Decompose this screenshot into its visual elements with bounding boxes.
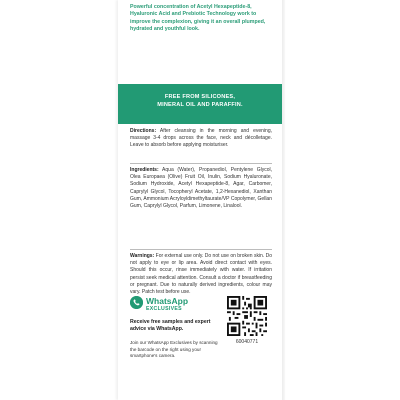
intro-text: Powerful concentration of Acetyl Hexapeptide-8, Hyaluronic Acid and Prebiotic Technology work to improve the complexion, giving it an overall plumped, hydrated and youthful look. xyxy=(130,4,266,33)
barcode-number: 60040771 xyxy=(235,339,259,345)
qr-code-icon xyxy=(227,296,267,336)
free-from-line-1: FREE FROM SILICONES, xyxy=(164,94,236,100)
warnings-section xyxy=(130,253,272,296)
warnings-text: For external use only. Do not use on broken skin. Do not apply to eye or lip area. Avoid direct contact with eyes. Should this occur, rinse immediately with water. If irritation persist seek medical attention. Consult a doctor if breastfeeding or pregnant. Due to naturally derived ingredients, colour may vary. Patch test before use. xyxy=(130,253,273,296)
warnings-label: Warnings: xyxy=(130,253,155,259)
divider xyxy=(130,163,272,164)
whatsapp-subtitle: EXCLUSIVES xyxy=(146,306,182,312)
ingredients-label: Ingredients: xyxy=(130,167,159,173)
whatsapp-section xyxy=(130,296,272,396)
whatsapp-instructions: Join our WhatsApp Exclusives by scanning the barcode on the right using your smartphone's camera. xyxy=(130,340,218,359)
product-box-panel xyxy=(118,0,282,400)
directions-label: Directions: xyxy=(130,128,157,134)
phone-icon xyxy=(130,296,143,309)
directions-section xyxy=(130,128,272,150)
intro-section xyxy=(118,0,282,79)
ingredients-section xyxy=(130,167,272,210)
whatsapp-icon xyxy=(130,296,143,309)
free-from-text xyxy=(118,93,282,109)
divider xyxy=(130,249,272,250)
ingredients-text: Aqua (Water), Propanediol, Pentylene Glycol, Olea Europaea (Olive) Fruit Oil, Inulin, Sodium Hyaluronate, Sodium Hydroxide, Acetyl Hexapeptide-8, Agar, Carbomer, Caprylyl Glycol, Tocopheryl Acetate, 1,2-Hexanediol, Xanthan Gum, Ammonium Acryloyldimethyltaurate/VP Copolymer, Gellan Gum, Caprylyl Glycol, Parfum, Limonene, Linalool. xyxy=(130,167,272,210)
free-from-line-2: MINERAL OIL AND PARAFFIN. xyxy=(157,102,243,108)
free-from-band xyxy=(118,84,282,124)
directions-text: After cleansing in the morning and evening, massage 3-4 drops across the face, neck and décolletage. Leave to absorb before applying moisturiser. xyxy=(130,128,272,149)
whatsapp-description: Receive free samples and expert advice via WhatsApp. xyxy=(130,319,211,332)
whatsapp-title: WhatsApp xyxy=(146,296,189,306)
box-edge xyxy=(282,0,285,400)
